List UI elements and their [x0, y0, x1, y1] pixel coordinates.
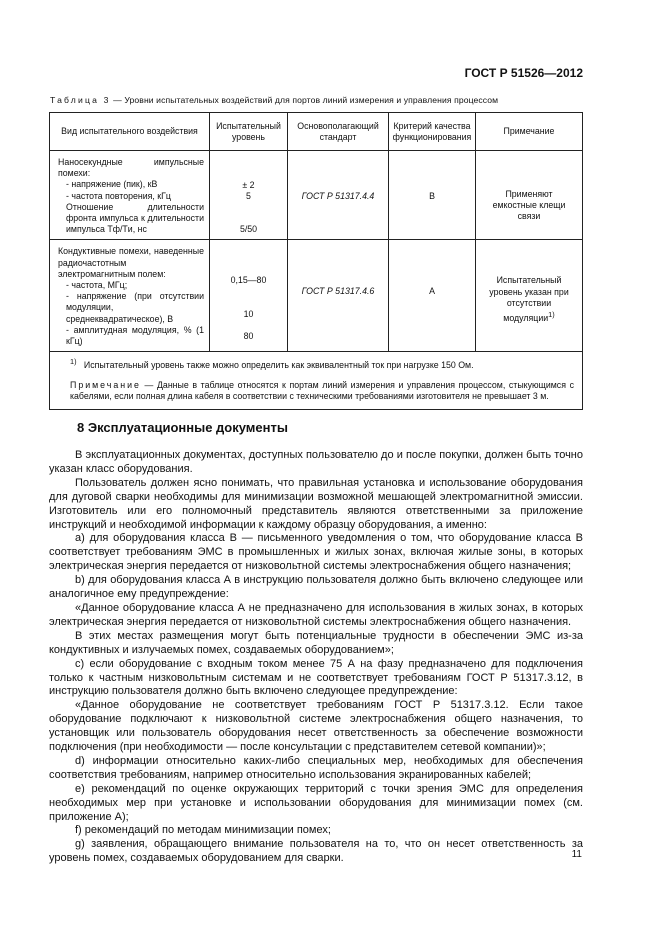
row2-note-footnote-mark: 1)	[548, 310, 555, 320]
row2-desc-line: Кондуктивные помехи, наведенные радиочастотным электромагнитным полем:	[58, 246, 204, 279]
table-footer-row	[50, 352, 583, 409]
row2-criterion-text: A	[429, 286, 435, 297]
section-title: 8 Эксплуатационные документы	[77, 420, 288, 435]
row2-criterion	[389, 240, 476, 352]
row1-desc-line: Наносекундные импульсные помехи:	[58, 157, 204, 179]
row2-desc-line: - напряжение (при отсутствии модуляции, среднеквадратическое), В	[66, 291, 204, 324]
header-base-standard: Основополагающий стандарт	[288, 113, 389, 151]
row1-criterion-text: B	[429, 191, 435, 201]
row2-standard	[288, 240, 389, 352]
row1-levels	[210, 151, 288, 240]
header-criterion: Критерий качества функционирования	[389, 113, 476, 151]
row2-note-text: Испытательный уровень указан при отсутствии модуляции	[489, 275, 569, 323]
header-test-level: Испытательный уровень	[210, 113, 288, 151]
row1-desc-line: Отношение длительности фронта импульса к длительности импульса Tф/Tи, нс	[66, 201, 204, 235]
row2-note-wrap	[487, 275, 571, 324]
section-body	[49, 449, 583, 866]
table-caption-text: — Уровни испытательных воздействий для портов линий измерения и управления процессом	[110, 95, 499, 105]
table-caption-label: Таблица 3	[50, 95, 111, 105]
paragraph: «Данное оборудование не соответствует требованиям ГОСТ Р 51317.3.12. Если такое оборудование подключают к низковольтной системе электроснабжения общего назначения, то установщик или пользователь оборудования несет ответственность за обеспечение возможности подключения (при необходимости — после консультации с представителем сетевой компании)»;	[49, 699, 583, 754]
row1-level-frequency: 5	[246, 191, 251, 202]
row2-levels	[210, 240, 288, 352]
row2-standard-text: ГОСТ Р 51317.4.6	[301, 286, 375, 297]
paragraph: a) для оборудования класса В — письменного уведомления о том, что оборудование класса В соответствует требованиям ЭМС в промышленных и жилых зонах, включая жилые зоны, в которых электрическая энергия передается от низковольтной системы электроснабжения общего назначения;	[49, 532, 583, 573]
row1-standard	[288, 151, 389, 240]
paragraph: b) для оборудования класса А в инструкцию пользователя должно быть включено следующее или аналогичное ему предупреждение:	[49, 574, 583, 601]
table-note	[70, 380, 574, 403]
table-caption	[50, 95, 610, 105]
row1-description	[50, 151, 210, 240]
document-code: ГОСТ Р 51526—2012	[464, 66, 583, 80]
table-row	[50, 151, 583, 240]
table-footnotes	[50, 352, 583, 409]
paragraph: d) информации относительно каких-либо специальных мер, необходимых для обеспечения соответствия требованиям, например относительно использования экранированных кабелей;	[49, 754, 583, 781]
row1-level-voltage: ± 2	[242, 180, 255, 190]
row1-desc-line: - напряжение (пик), кВ	[66, 179, 158, 190]
table-note-text: — Данные в таблице относятся к портам линий измерения и управления процессом, стыкующимся с кабелями, если полная длина кабеля в соответствии с техническими требованиями изготовителя не превышает 3 м.	[70, 379, 574, 402]
paragraph: В эксплуатационных документах, доступных пользователю до и после покупки, должен быть точно указан класс оборудования.	[49, 449, 583, 475]
paragraph: e) рекомендаций по оценке окружающих территорий с точки зрения ЭМС для определения необходимых мер при установке и использовании оборудования для минимизации помех (см. приложение А);	[49, 782, 583, 823]
table-row	[50, 240, 583, 352]
row1-note-text: Применяют емкостные клещи связи	[492, 189, 566, 222]
row2-level-voltage: 10	[243, 308, 254, 319]
header-note: Примечание	[476, 113, 583, 151]
test-levels-table	[49, 112, 583, 410]
paragraph: В этих местах размещения могут быть потенциальные трудности в обеспечении ЭМС из-за кондуктивных и излучаемых помех, создаваемых оборудованием»;	[49, 629, 583, 656]
paragraph: Пользователь должен ясно понимать, что правильная установка и использование оборудования для дуговой сварки необходимы для минимизации возможной мешающей электромагнитной эмиссии. Изготовитель или его полномочный представитель являются ответственными за приложение инструкций и необходимой информации к каждому образцу оборудования, а именно:	[49, 476, 583, 531]
row2-desc-line: - амплитудная модуляция, % (1 кГц)	[66, 324, 204, 347]
row1-standard-text: ГОСТ Р 51317.4.4	[301, 191, 375, 201]
row1-criterion	[389, 151, 476, 240]
table-header-row	[50, 113, 583, 151]
row1-note	[476, 151, 583, 240]
row1-level-ratio: 5/50	[239, 224, 258, 235]
paragraph: g) заявления, обращающего внимание пользователя на то, что он несет ответственность за уровень помех, создаваемых оборудованием для сварки.	[49, 838, 583, 865]
footnote-mark: 1)	[70, 357, 77, 367]
header-test-type: Вид испытательного воздействия	[50, 113, 210, 151]
paragraph: f) рекомендаций по методам минимизации помех;	[75, 824, 331, 837]
row2-level-frequency: 0,15—80	[230, 275, 267, 286]
footnote-1	[70, 356, 574, 371]
paragraph: c) если оборудование с входным током менее 75 А на фазу предназначено для подключения только к частным низковольтным системам и не соответствует требованиям ГОСТ Р 51317.3.12, в инструкцию пользователя должно быть включено следующее предупреждение:	[49, 657, 583, 698]
page-number: 11	[571, 849, 582, 860]
row2-desc-line: - частота, МГц;	[66, 280, 128, 291]
row2-description	[50, 240, 210, 352]
paragraph: «Данное оборудование класса А не предназначено для использования в жилых зонах, в которых электрическая энергия передается от низковольтной системы электроснабжения общего назначения.	[49, 601, 583, 628]
row2-level-modulation: 80	[243, 330, 254, 341]
footnote-text: Испытательный уровень также можно определить как эквивалентный ток при нагрузке 150 Ом.	[83, 360, 474, 371]
table-note-label: Примечание	[70, 379, 141, 390]
row1-desc-line: - частота повторения, кГц	[66, 190, 171, 201]
row2-note	[476, 240, 583, 352]
